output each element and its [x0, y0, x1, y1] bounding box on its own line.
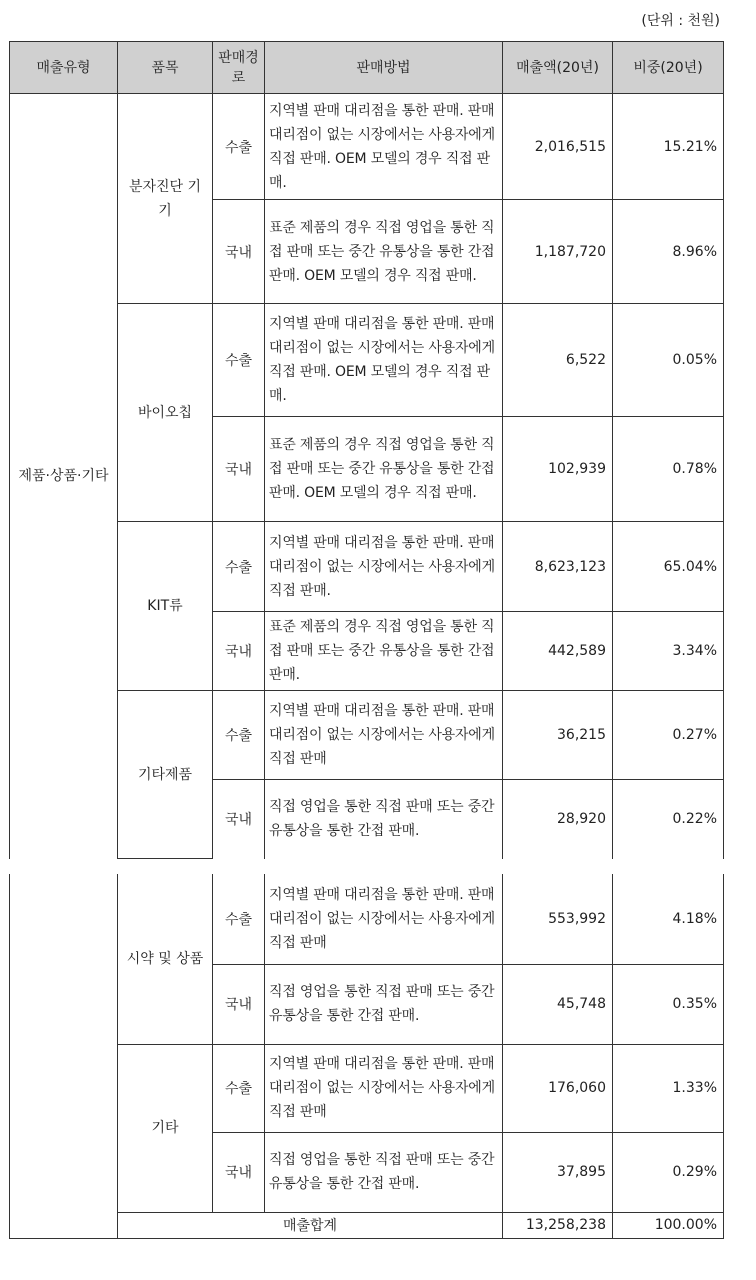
sales-cell: 37,895: [503, 1132, 613, 1212]
method-cell: 지역별 판매 대리점을 통한 판매. 판매대리점이 없는 시장에서는 사용자에게 직접 판매: [265, 691, 503, 780]
method-cell: 직접 영업을 통한 직접 판매 또는 중간 유통상을 통한 간접 판매.: [265, 1132, 503, 1212]
method-cell: 지역별 판매 대리점을 통한 판매. 판매대리점이 없는 시장에서는 사용자에게 직접 판매.: [265, 522, 503, 612]
sales-cell: 1,187,720: [503, 200, 613, 304]
method-cell: 지역별 판매 대리점을 통한 판매. 판매대리점이 없는 시장에서는 사용자에게 직접 판매. OEM 모델의 경우 직접 판매.: [265, 304, 503, 417]
sales-cell: 442,589: [503, 612, 613, 691]
method-cell: 지역별 판매 대리점을 통한 판매. 판매대리점이 없는 시장에서는 사용자에게 직접 판매: [265, 1044, 503, 1132]
share-cell: 0.29%: [613, 1132, 724, 1212]
table-row: [10, 874, 724, 964]
route-cell: 수출: [213, 1044, 265, 1132]
sales-cell: 102,939: [503, 417, 613, 522]
header-route: 판매경로: [213, 42, 265, 94]
share-cell: 1.33%: [613, 1044, 724, 1132]
sales-type-cell: 제품·상품·기타: [10, 94, 118, 859]
total-share: 100.00%: [613, 1212, 724, 1238]
sales-cell: 28,920: [503, 780, 613, 859]
table-row: [10, 1044, 724, 1132]
product-name: 기타: [118, 1044, 213, 1212]
header-product: 품목: [118, 42, 213, 94]
share-cell: 0.05%: [613, 304, 724, 417]
table-row: [10, 94, 724, 200]
table-header-row: [10, 42, 724, 94]
product-name: 바이오칩: [118, 304, 213, 522]
table-row: [10, 304, 724, 417]
share-cell: 0.35%: [613, 964, 724, 1044]
route-cell: 국내: [213, 417, 265, 522]
route-cell: 수출: [213, 522, 265, 612]
sales-cell: 8,623,123: [503, 522, 613, 612]
method-cell: 직접 영업을 통한 직접 판매 또는 중간 유통상을 통한 간접 판매.: [265, 780, 503, 859]
unit-label: (단위 : 천원): [641, 13, 720, 29]
share-cell: 0.27%: [613, 691, 724, 780]
share-cell: 8.96%: [613, 200, 724, 304]
total-sales: 13,258,238: [503, 1212, 613, 1238]
method-cell: 표준 제품의 경우 직접 영업을 통한 직접 판매 또는 중간 유통상을 통한 간접 판매. OEM 모델의 경우 직접 판매.: [265, 417, 503, 522]
share-cell: 65.04%: [613, 522, 724, 612]
header-type: 매출유형: [10, 42, 118, 94]
share-cell: 0.78%: [613, 417, 724, 522]
total-row: [10, 1212, 724, 1238]
header-sales: 매출액(20년): [503, 42, 613, 94]
route-cell: 수출: [213, 874, 265, 964]
route-cell: 국내: [213, 780, 265, 859]
method-cell: 지역별 판매 대리점을 통한 판매. 판매대리점이 없는 시장에서는 사용자에게 직접 판매. OEM 모델의 경우 직접 판매.: [265, 94, 503, 200]
product-name: 분자진단 기기: [118, 94, 213, 304]
route-cell: 국내: [213, 200, 265, 304]
header-method: 판매방법: [265, 42, 503, 94]
sales-cell: 2,016,515: [503, 94, 613, 200]
share-cell: 0.22%: [613, 780, 724, 859]
header-share: 비중(20년): [613, 42, 724, 94]
total-label: 매출합계: [118, 1212, 503, 1238]
sales-cell: 6,522: [503, 304, 613, 417]
route-cell: 국내: [213, 964, 265, 1044]
product-name: 시약 및 상품: [118, 874, 213, 1044]
method-cell: 지역별 판매 대리점을 통한 판매. 판매대리점이 없는 시장에서는 사용자에게 직접 판매: [265, 874, 503, 964]
sales-cell: 176,060: [503, 1044, 613, 1132]
sales-cell: 553,992: [503, 874, 613, 964]
sales-table-part-1: [9, 41, 724, 859]
method-cell: 표준 제품의 경우 직접 영업을 통한 직접 판매 또는 중간 유통상을 통한 간접 판매. OEM 모델의 경우 직접 판매.: [265, 200, 503, 304]
route-cell: 수출: [213, 691, 265, 780]
route-cell: 수출: [213, 94, 265, 200]
share-cell: 15.21%: [613, 94, 724, 200]
share-cell: 3.34%: [613, 612, 724, 691]
sales-cell: 36,215: [503, 691, 613, 780]
route-cell: 국내: [213, 612, 265, 691]
share-cell: 4.18%: [613, 874, 724, 964]
method-cell: 표준 제품의 경우 직접 영업을 통한 직접 판매 또는 중간 유통상을 통한 간접 판매.: [265, 612, 503, 691]
method-cell: 직접 영업을 통한 직접 판매 또는 중간 유통상을 통한 간접 판매.: [265, 964, 503, 1044]
sales-cell: 45,748: [503, 964, 613, 1044]
sales-table-part-2: [9, 874, 724, 1239]
product-name: 기타제품: [118, 691, 213, 859]
table-row: [10, 691, 724, 780]
table-row: [10, 522, 724, 612]
sales-type-continued: [10, 874, 118, 1238]
route-cell: 국내: [213, 1132, 265, 1212]
product-name: KIT류: [118, 522, 213, 691]
route-cell: 수출: [213, 304, 265, 417]
